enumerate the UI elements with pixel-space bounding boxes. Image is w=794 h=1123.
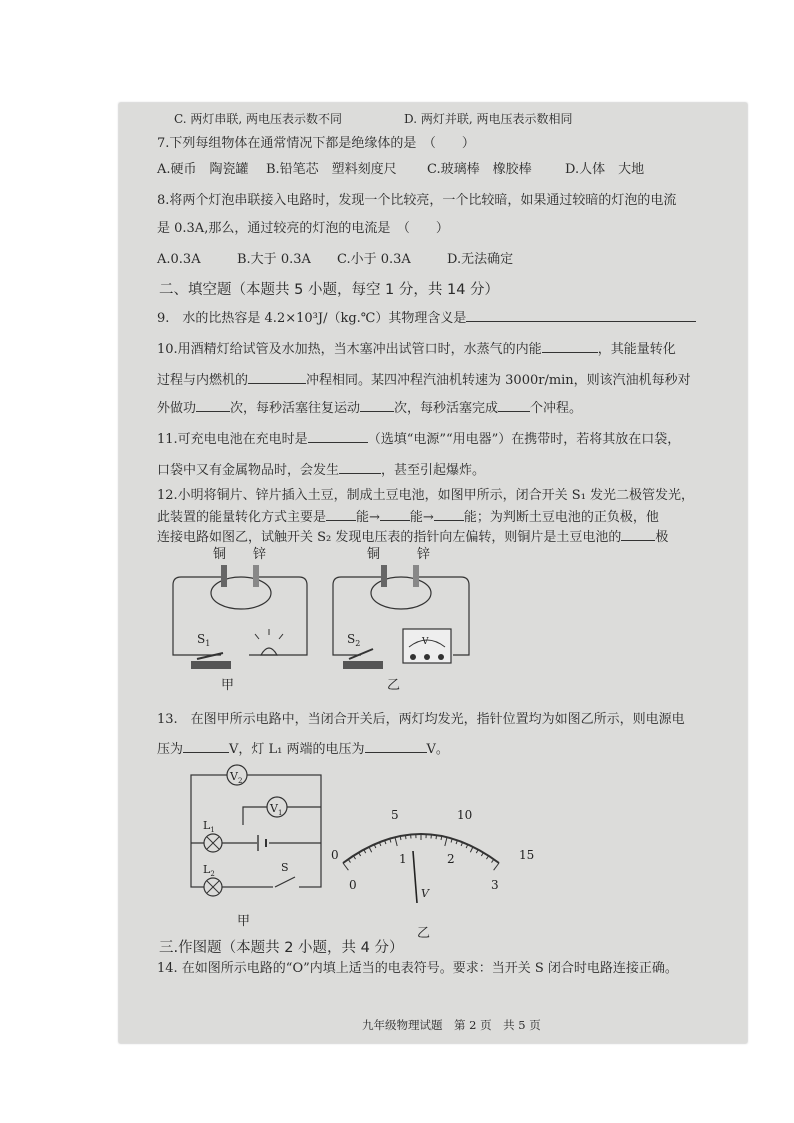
l2-label: $L_2$ (203, 863, 215, 878)
dial-tick (353, 856, 355, 859)
q10-text-a: 10.用酒精灯给试管及水加热，当木塞冲出试管口时，水蒸气的内能 (157, 342, 542, 357)
scale-inner-1: 1 (399, 852, 407, 866)
q11-blank2 (339, 461, 381, 474)
q11-blank1 (308, 430, 368, 443)
scale-outer-15: 15 (519, 848, 535, 862)
q8-line1: 8.将两个灯泡串联接入电路时，发现一个比较亮，一个比较暗，如果通过较暗的灯泡的电流 (157, 193, 677, 208)
q12-text-b: 能→ (356, 510, 380, 525)
v2-label: $V_2$ (230, 770, 243, 785)
q9-blank (466, 309, 696, 322)
scale-inner-0: 0 (349, 878, 357, 892)
l1-label: $L_1$ (203, 819, 215, 834)
scale-inner-3: 3 (491, 878, 499, 892)
dial-unit-label: V (421, 887, 429, 900)
dial-tick (445, 837, 447, 846)
q10-blank2 (248, 371, 306, 384)
q11-line1 (157, 430, 680, 448)
q8-option-a: A.0.3A (157, 252, 201, 267)
q12-blank2 (380, 508, 410, 521)
q8-option-b: B.大于 0.3A (237, 252, 311, 267)
q12-figure-jia (161, 543, 321, 693)
q13-text-a: 压为 (157, 742, 184, 757)
q10-text-c: 过程与内燃机的 (157, 373, 249, 388)
copper-plate-icon (221, 565, 227, 587)
q12-blank1 (326, 508, 356, 521)
dial-tick (369, 847, 372, 852)
v1-label: $V_1$ (270, 802, 283, 817)
q13-dial-yi (321, 771, 551, 941)
q10-text-b: ，其能量转化 (597, 342, 676, 357)
q12-text-e: 连接电路如图乙，试触开关 S₂ 发现电压表的指针向左偏转，则铜片是土豆电池的 (157, 530, 622, 545)
q11-text-b: （选填“电源”“用电器”）在携带时，若将其放在口袋， (367, 432, 681, 447)
scale-outer-0: 0 (331, 848, 339, 862)
zinc-plate-icon-2 (413, 565, 419, 587)
q9 (157, 309, 696, 327)
switch-s2-icon (343, 661, 383, 669)
q10-text-h: 个冲程。 (530, 401, 583, 416)
exam-page (119, 103, 747, 1043)
copper-label-2: 铜 (367, 547, 381, 562)
q12-blank4 (621, 528, 655, 541)
q13-line2 (157, 740, 449, 758)
scale-outer-10: 10 (457, 808, 473, 822)
dial-tick (348, 859, 350, 862)
dial-needle (413, 851, 417, 903)
q8-line2: 是 0.3A,那么，通过较亮的灯泡的电流是 （ ） (157, 221, 449, 236)
q12-figure-yi (321, 543, 481, 693)
q7-option-d: D.人体 大地 (565, 162, 645, 177)
q13-blank1 (183, 740, 229, 753)
q7-option-c: C.玻璃棒 橡胶棒 (427, 162, 532, 177)
q10-line1 (157, 340, 676, 358)
q13-line1: 13. 在图甲所示电路中，当闭合开关后，两灯均发光，指针位置均为如图乙所示，则电源电 (157, 712, 685, 727)
q10-line2 (157, 371, 691, 389)
q10-text-e: 外做功 (157, 401, 197, 416)
dial-tick (343, 863, 348, 870)
switch-s1-icon (191, 661, 231, 669)
q12-blank3 (434, 508, 464, 521)
q13-text-c: V。 (426, 742, 449, 757)
q8-option-d: D.无法确定 (447, 252, 514, 267)
section2-title: 二、填空题（本题共 5 小题，每空 1 分，共 14 分） (159, 282, 500, 298)
q6-option-c: C. 两灯串联, 两电压表示数不同 (174, 112, 343, 126)
q9-text: 9. 水的比热容是 4.2×10³J/（kg.℃）其物理含义是 (157, 311, 467, 326)
q10-blank1 (542, 340, 598, 353)
q10-text-g: 次，每秒活塞完成 (394, 401, 499, 416)
dial-tick (436, 835, 437, 839)
potato-icon (211, 577, 271, 609)
page-footer: 九年级物理试题 第 2 页 共 5 页 (362, 1018, 541, 1032)
dial-tick (492, 859, 494, 862)
q10-text-d: 冲程相同。某四冲程汽油机转速为 3000r/min，则该汽油机每秒对 (306, 373, 691, 388)
q7-stem: 7.下列每组物体在通常情况下都是绝缘体的是 （ ） (157, 136, 475, 151)
q10-blank4 (360, 399, 394, 412)
dial-tick (494, 863, 499, 870)
q7-option-b: B.铅笔芯 塑料刻度尺 (266, 162, 397, 177)
dial-tick (395, 837, 397, 846)
q13-fig-jia-label: 甲 (237, 914, 251, 929)
q12-line2 (157, 508, 659, 526)
q11-text-c: 口袋中又有金属物品时，会发生 (157, 463, 340, 478)
dial-tick (405, 835, 406, 839)
zinc-plate-icon (253, 565, 259, 587)
scale-inner-2: 2 (447, 852, 455, 866)
q12-text-a: 此装置的能量转化方式主要是 (157, 510, 327, 525)
s2-label: $S_2$ (347, 632, 361, 648)
q13-text-b: V，灯 L₁ 两端的电压为 (229, 742, 365, 757)
q7-option-a: A.硬币 陶瓷罐 (157, 162, 249, 177)
q11-line2 (157, 461, 485, 479)
q13-blank2 (365, 740, 427, 753)
q6-option-d: D. 两灯并联, 两电压表示数相同 (404, 112, 573, 126)
scale-outer-5: 5 (391, 808, 399, 822)
copper-label: 铜 (213, 547, 227, 562)
fig-yi-label: 乙 (387, 678, 401, 693)
q8-option-c: C.小于 0.3A (337, 252, 411, 267)
dial-tick (486, 856, 488, 859)
led-icon (255, 629, 283, 655)
voltmeter-icon (403, 629, 451, 663)
section3-title: 三.作图题（本题共 2 小题，共 4 分） (159, 940, 404, 956)
copper-plate-icon-2 (381, 565, 387, 587)
q10-blank3 (196, 399, 230, 412)
q12-text-c: 能→ (409, 510, 434, 525)
q10-line3 (157, 399, 582, 417)
q13-fig-yi-label: 乙 (417, 926, 431, 941)
q13-circuit-jia (181, 763, 331, 933)
s-label: S (281, 861, 289, 874)
potato-icon-2 (371, 577, 431, 609)
q14-text: 14. 在如图所示电路的“O”内填上适当的电表符号。要求：当开关 S 闭合时电路连接正确。 (157, 961, 678, 976)
fig-jia-label: 甲 (221, 678, 235, 693)
q11-text-a: 11.可充电电池在充电时是 (157, 432, 308, 447)
q10-blank5 (498, 399, 530, 412)
q11-text-d: ，甚至引起爆炸。 (381, 463, 486, 478)
s1-label: $S_1$ (197, 632, 211, 648)
q12-text-f: 极 (655, 530, 669, 545)
q12-text-d: 能；为判断土豆电池的正负极，他 (463, 510, 659, 525)
dial-tick (470, 847, 473, 852)
svg-text:V: V (422, 637, 429, 647)
q10-text-f: 次，每秒活塞往复运动 (230, 401, 361, 416)
q12-line1: 12.小明将铜片、锌片插入土豆，制成土豆电池，如图甲所示，闭合开关 S₁ 发光二极管发光， (157, 488, 695, 503)
zinc-label: 锌 (253, 547, 267, 562)
zinc-label-2: 锌 (417, 547, 431, 562)
